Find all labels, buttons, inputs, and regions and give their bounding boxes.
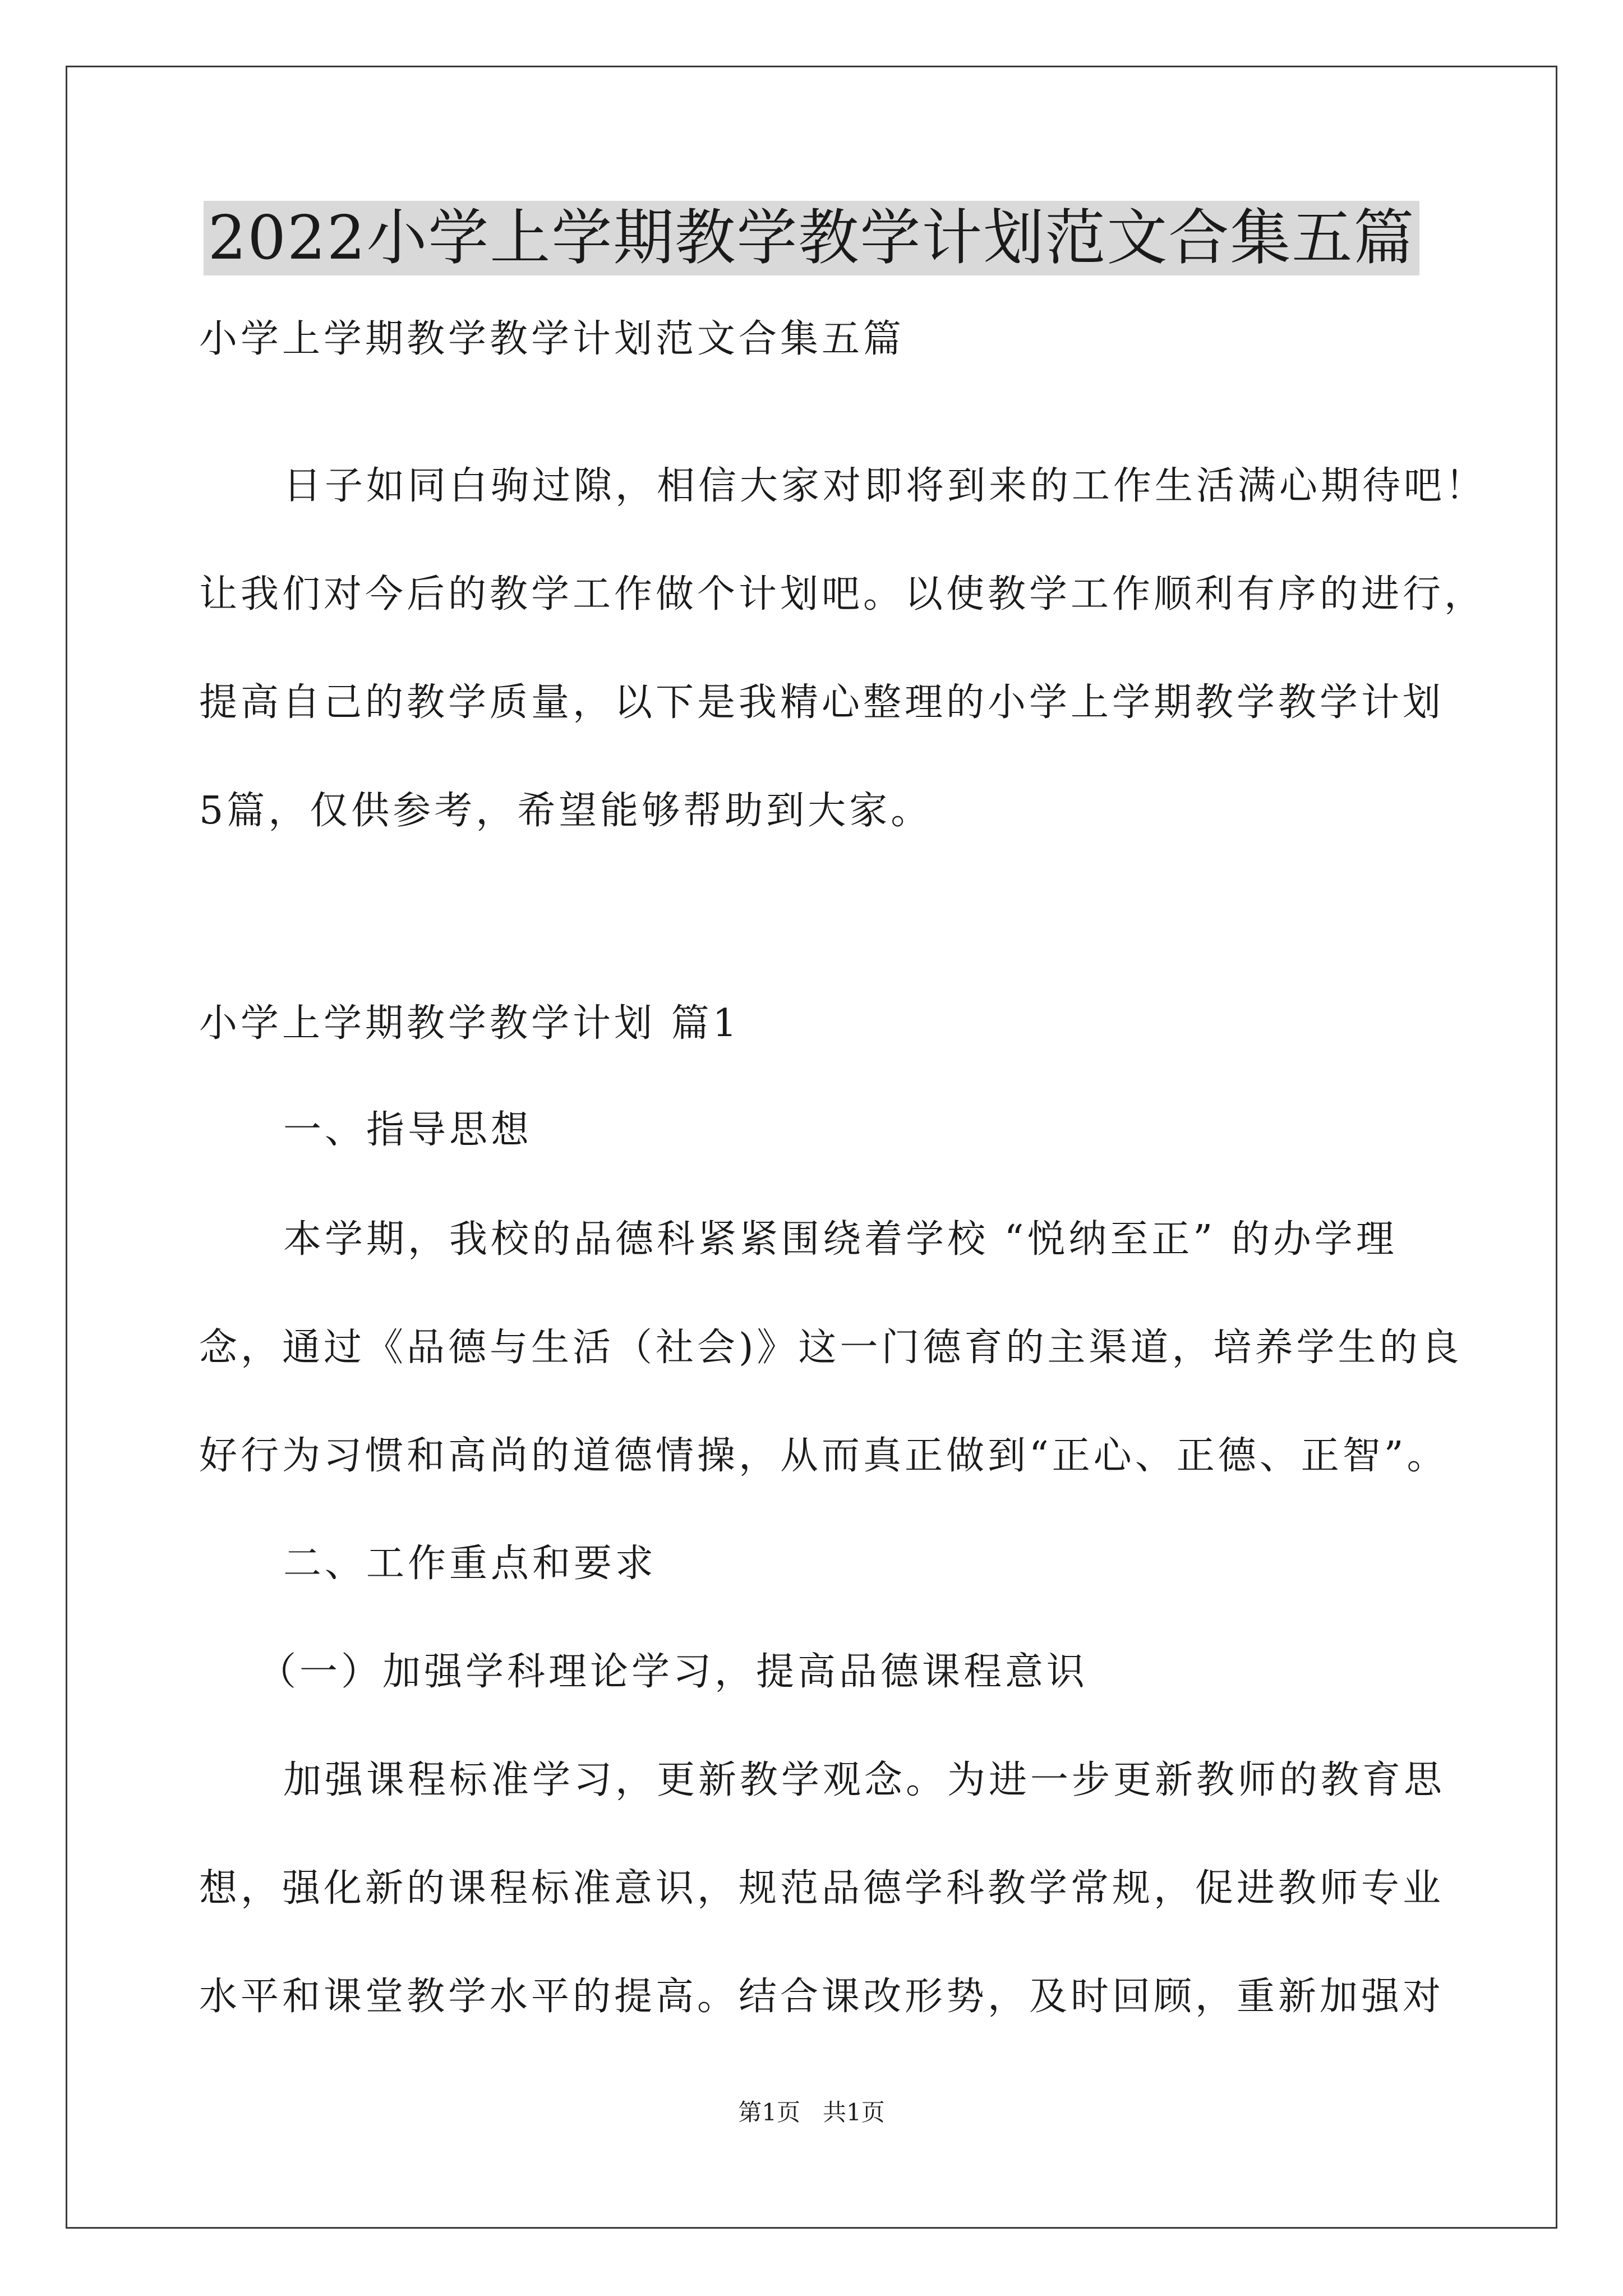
intro-line: 5篇，仅供参考，希望能够帮助到大家。 — [199, 789, 933, 833]
document-title-text: 2022小学上学期教学教学计划范文合集五篇 — [204, 201, 1420, 275]
paragraph-line: 水平和课堂教学水平的提高。结合课改形势，及时回顾，重新加强对 — [199, 1975, 1445, 2019]
paragraph-line: 本学期，我校的品德科紧紧围绕着学校 “悦纳至正” 的办学理 — [283, 1217, 1398, 1262]
document-subtitle: 小学上学期教学教学计划范文合集五篇 — [199, 317, 905, 361]
heading-work-focus: 二、工作重点和要求 — [283, 1542, 657, 1586]
intro-line: 提高自己的教学质量，以下是我精心整理的小学上学期教学教学计划 — [199, 680, 1445, 725]
document-title — [0, 199, 1623, 278]
paragraph-line: 加强课程标准学习，更新教学观念。为进一步更新教师的教育思 — [283, 1758, 1446, 1802]
intro-line: 让我们对今后的教学工作做个计划吧。以使教学工作顺利有序的进行， — [199, 572, 1486, 616]
paragraph-line: 想，强化新的课程标准意识，规范品德学科教学常规，促进教师专业 — [199, 1866, 1445, 1911]
section-heading: 小学上学期教学教学计划 篇1 — [199, 1001, 740, 1046]
page-footer: 第1页 共1页 — [738, 2099, 885, 2126]
heading-guiding-ideology: 一、指导思想 — [283, 1108, 533, 1152]
subheading-theory-study: （一）加强学科理论学习，提高品德课程意识 — [258, 1650, 1089, 1694]
paragraph-line: 好行为习惯和高尚的道德情操，从而真正做到“正心、正德、正智”。 — [199, 1434, 1449, 1478]
intro-line: 日子如同白驹过隙，相信大家对即将到来的工作生活满心期待吧！ — [283, 464, 1487, 508]
paragraph-line: 念，通过《品德与生活（社会)》这一门德育的主渠道，培养学生的良 — [199, 1326, 1463, 1370]
